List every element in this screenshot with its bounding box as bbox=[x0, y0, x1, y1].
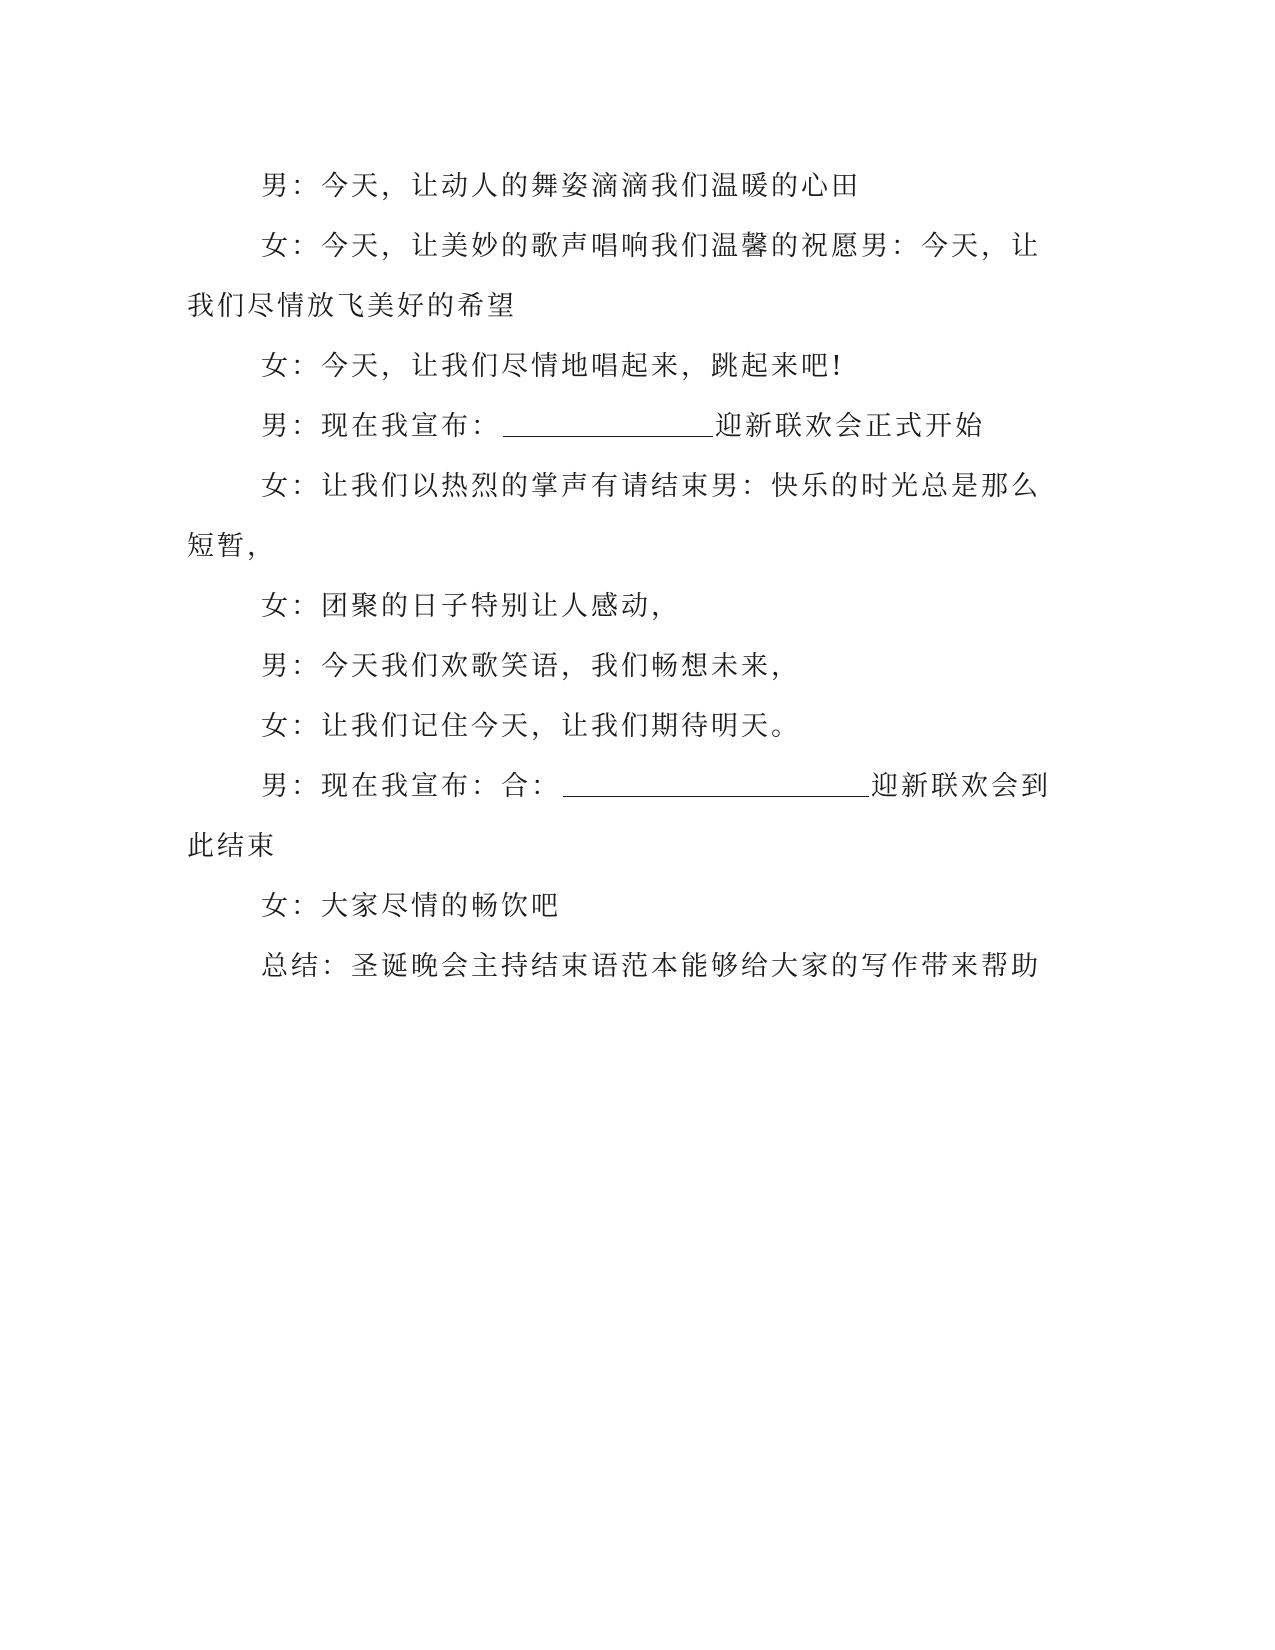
announce-open-prefix: 男：现在我宣布： bbox=[261, 411, 501, 442]
paragraph-8: 女：让我们记住今天，让我们期待明天。 bbox=[261, 711, 801, 742]
paragraph-10: 女：大家尽情的畅饮吧 bbox=[261, 891, 561, 922]
document-body bbox=[187, 157, 1067, 997]
paragraph-3: 女：今天，让我们尽情地唱起来，跳起来吧! bbox=[261, 351, 845, 382]
paragraph-1: 男：今天，让动人的舞姿滴滴我们温暖的心田 bbox=[261, 171, 861, 202]
paragraph-4 bbox=[187, 397, 1067, 457]
announce-close-suffix: 迎新联欢会到此结束 bbox=[187, 771, 1051, 862]
paragraph-7: 男：今天我们欢歌笑语，我们畅想未来， bbox=[261, 651, 801, 682]
paragraph-summary: 总结：圣诞晚会主持结束语范本能够给大家的写作带来帮助 bbox=[261, 951, 1041, 982]
paragraph-5: 女：让我们以热烈的掌声有请结束男：快乐的时光总是那么短暂， bbox=[187, 471, 1041, 562]
announce-open-suffix: 迎新联欢会正式开始 bbox=[715, 411, 985, 442]
paragraph-6: 女：团聚的日子特别让人感动， bbox=[261, 591, 681, 622]
paragraph-2: 女：今天，让美妙的歌声唱响我们温馨的祝愿男：今天，让我们尽情放飞美好的希望 bbox=[187, 231, 1041, 322]
announce-close-prefix: 男：现在我宣布：合： bbox=[261, 771, 561, 802]
paragraph-9 bbox=[187, 757, 1067, 877]
blank-fill-line bbox=[563, 770, 869, 797]
blank-fill-line bbox=[503, 410, 713, 437]
